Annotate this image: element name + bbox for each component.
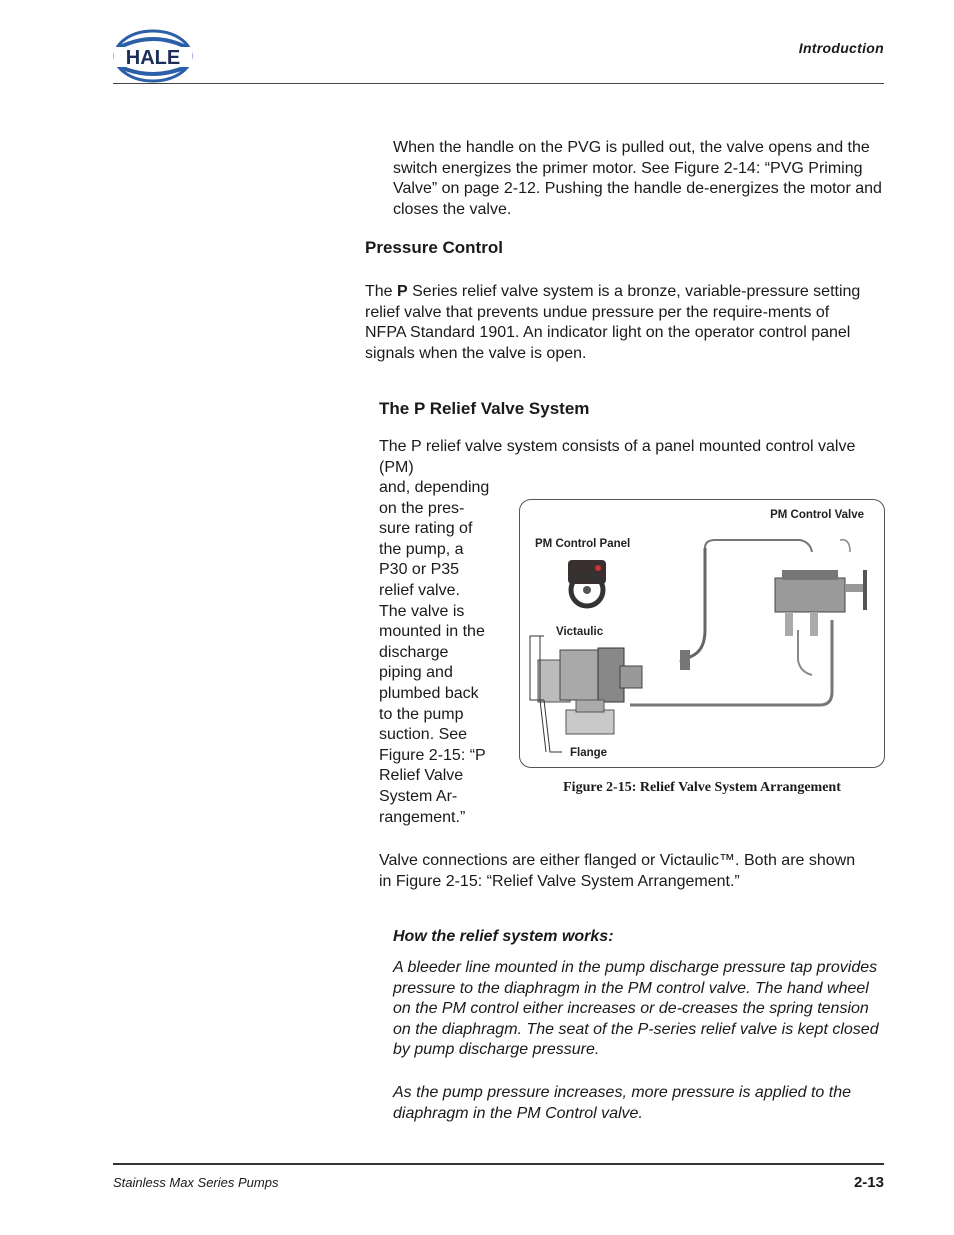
relief-system-heading: The P Relief Valve System	[379, 399, 590, 418]
label-pm-control-valve: PM Control Valve	[770, 509, 864, 521]
intro-paragraph: When the handle on the PVG is pulled out, the valve opens and the switch energizes the primer motor. See Figure 2-14: “PVG Priming Valve” on page 2-12. Pushing the handle de-energizes the motor and closes the valve.	[393, 139, 882, 218]
section-title: Introduction	[798, 40, 884, 56]
footer-rule	[113, 1163, 884, 1165]
relief-system-paragraph-column: and, depending on the pres- sure rating of the pump, a P30 or P35 relief valve. The valve is mounted in the discharge piping and plumbed back to the pump suction. See Figure 2-15: “P Relief Valve System Ar- rangement.”	[379, 479, 490, 826]
how-it-works-heading: How the relief system works:	[393, 928, 614, 945]
label-flange: Flange	[570, 747, 608, 759]
connections-paragraph: Valve connections are either flanged or Victaulic™. Both are shown in Figure 2-15: “Relief Valve System Arrangement.”	[379, 852, 856, 890]
relief-valve-body	[538, 648, 690, 734]
pm-control-panel	[568, 560, 606, 606]
logo-text: HALE	[125, 47, 181, 69]
relief-system-paragraph-top: The P relief valve system consists of a panel mounted control valve (PM)	[379, 438, 856, 476]
relief-valve-figure	[519, 499, 885, 768]
footer-title: Stainless Max Series Pumps	[113, 1175, 279, 1190]
pressure-control-heading: Pressure Control	[365, 238, 503, 257]
how-it-works-paragraph-2: As the pump pressure increases, more pressure is applied to the diaphragm in the PM Control valve.	[393, 1084, 852, 1122]
label-victaulic: Victaulic	[556, 626, 604, 638]
page-number: 2-13	[853, 1174, 884, 1191]
label-pm-control-panel: PM Control Panel	[535, 538, 631, 550]
relief-valve-diagram	[520, 500, 885, 768]
hale-logo	[112, 28, 194, 84]
pm-control-valve	[775, 570, 867, 636]
how-it-works-paragraph-1: A bleeder line mounted in the pump discharge pressure tap provides pressure to the diaphragm in the PM control valve. The hand wheel on the PM control either increases or de-creases the spring tension on the diaphragm. The seat of the P-series relief valve is kept closed by pump discharge pressure.	[393, 959, 879, 1059]
figure-caption: Figure 2-15: Relief Valve System Arrangement	[563, 780, 841, 795]
header-rule	[113, 83, 884, 84]
pressure-control-paragraph: The P Series relief valve system is a bronze, variable-pressure setting relief valve that prevents undue pressure per the require-ments of NFPA Standard 1901. An indicator light on the operator control panel signals when the valve is open.	[365, 283, 861, 362]
